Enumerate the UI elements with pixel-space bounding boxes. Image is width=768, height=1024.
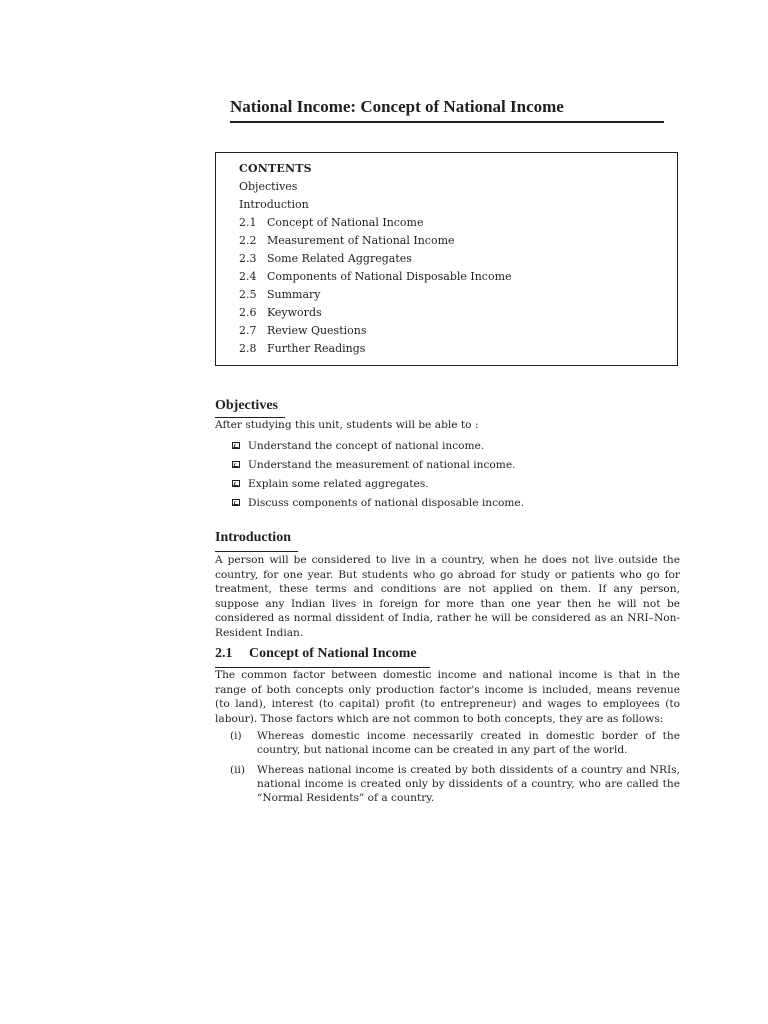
checkbox-bullet-icon <box>232 499 240 506</box>
contents-entry-number: 2.3 <box>239 252 257 265</box>
contents-entry <box>239 286 321 304</box>
contents-entry-label: Concept of National Income <box>267 216 424 229</box>
introduction-heading: Introduction <box>215 530 291 545</box>
contents-entry-label: Measurement of National Income <box>267 234 455 247</box>
contents-entry <box>239 214 424 232</box>
contents-entry <box>239 196 309 214</box>
contents-entry-label: Introduction <box>239 198 309 211</box>
contents-entry <box>239 268 512 286</box>
contents-entry-number: 2.4 <box>239 270 257 283</box>
contents-box <box>215 152 678 366</box>
list-marker: (ii) <box>230 764 246 776</box>
contents-entry-label: Keywords <box>267 306 322 319</box>
contents-heading: CONTENTS <box>239 162 312 175</box>
objective-item-text: Explain some related aggregates. <box>248 478 429 490</box>
objectives-intro: After studying this unit, students will be able to : <box>215 419 479 431</box>
list-item <box>230 729 680 759</box>
objective-item-text: Understand the concept of national income. <box>248 440 485 452</box>
contents-entry-label: Components of National Disposable Income <box>267 270 512 283</box>
contents-entry-label: Some Related Aggregates <box>267 252 412 265</box>
objective-item <box>232 496 524 510</box>
contents-entry <box>239 178 297 196</box>
section-number: 2.1 <box>215 646 233 661</box>
contents-entry-number: 2.8 <box>239 342 257 355</box>
objective-item <box>232 439 484 453</box>
objective-item-text: Discuss components of national disposable income. <box>248 497 525 509</box>
contents-entry-number: 2.1 <box>239 216 257 229</box>
checkbox-bullet-icon <box>232 461 240 468</box>
contents-entry <box>239 250 412 268</box>
contents-entry-label: Objectives <box>239 180 298 193</box>
section-body: The common factor between domestic income and national income is that in the range of both concepts only production factor's income is included, means revenue (to land), interest (to capital) profit (to entrepreneur) and wages to employees (to labour). Those factors which are not common to both concepts, they are as follows: <box>215 669 680 725</box>
contents-entry-number: 2.2 <box>239 234 257 247</box>
objective-item <box>232 458 515 472</box>
introduction-heading-rule <box>215 551 298 552</box>
contents-entry-number: 2.6 <box>239 306 257 319</box>
objective-item <box>232 477 429 491</box>
contents-entry-number: 2.7 <box>239 324 257 337</box>
contents-entry-label: Further Readings <box>267 342 366 355</box>
contents-entry-label: Review Questions <box>267 324 367 337</box>
contents-entry-label: Summary <box>267 288 321 301</box>
list-item-text: Whereas domestic income necessarily created in domestic border of the country, but national income can be created in any part of the world. <box>257 730 680 756</box>
contents-entry <box>239 232 455 250</box>
contents-entry <box>239 322 367 340</box>
section-heading <box>215 645 417 663</box>
page-title: National Income: Concept of National Income <box>230 97 564 116</box>
objectives-heading: Objectives <box>215 398 278 413</box>
list-item-text: Whereas national income is created by both dissidents of a country and NRIs, national income is created only by dissidents of a country, who are called the “Normal Residents” of a country. <box>257 764 680 804</box>
objective-item-text: Understand the measurement of national income. <box>248 459 516 471</box>
checkbox-bullet-icon <box>232 442 240 449</box>
introduction-body: A person will be considered to live in a country, when he does not live outside the country, for one year. But students who go abroad for study or patients who go for treatment, these terms and conditions are not applied on them. If any person, suppose any Indian lives in foreign for more than one year then he will not be considered as normal dissident of India, rather he will be considered as an NRI–Non-Resident Indian. <box>215 554 680 639</box>
contents-entry-number: 2.5 <box>239 288 257 301</box>
list-item <box>230 763 680 807</box>
section-title: Concept of National Income <box>249 646 417 661</box>
title-rule <box>230 121 664 123</box>
list-marker: (i) <box>230 730 242 742</box>
contents-entry <box>239 304 322 322</box>
contents-entry <box>239 340 365 358</box>
checkbox-bullet-icon <box>232 480 240 487</box>
